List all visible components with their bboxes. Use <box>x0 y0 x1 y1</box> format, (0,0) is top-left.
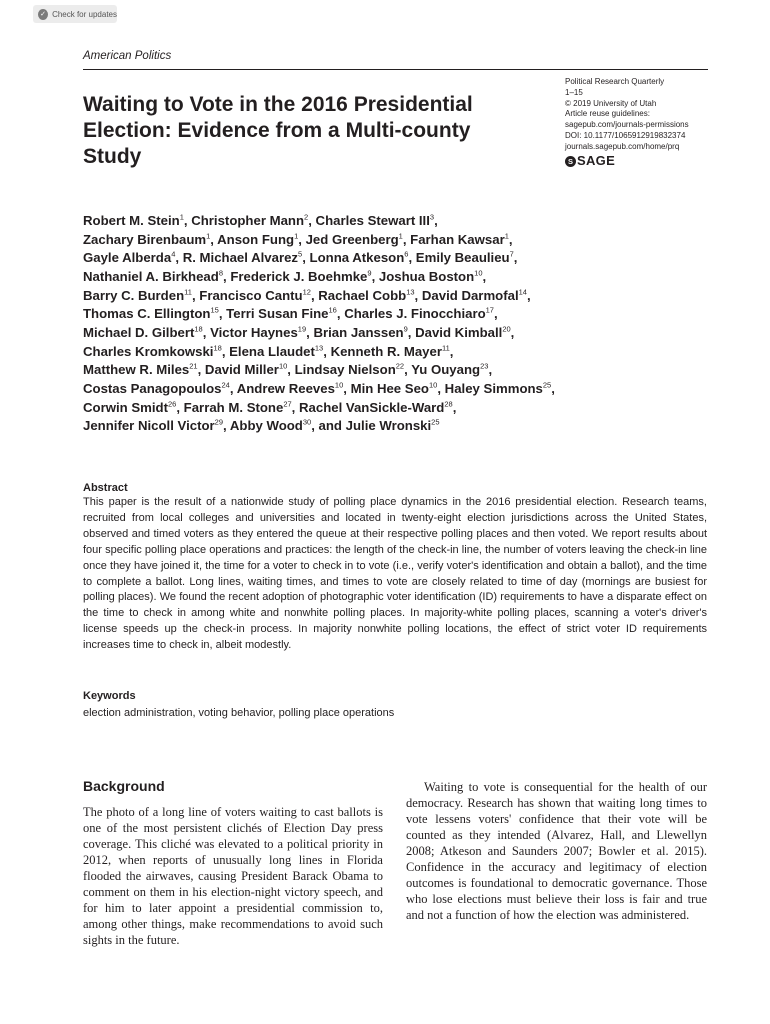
author-affiliation-number: 17 <box>485 305 494 315</box>
author-affiliation-number: 3 <box>429 212 435 222</box>
author-name: David Kimball$^{20}$ <box>415 324 511 340</box>
author-affiliation-number: 9 <box>403 324 408 334</box>
doi[interactable]: DOI: 10.1177/1065912919832374 <box>565 130 686 140</box>
author-affiliation-number: 15 <box>210 305 219 315</box>
background-paragraph-left: The photo of a long line of voters waiting to cast ballots is one of the most persistent clichés of Election Day press coverage. This cliché was elevated to a political priority in 2012, when reports of unusually long lines in Florida flooded the airwaves, causing President Barack Obama to comment on them in his election-night victory speech, and for him to later appoint a presidential commission to, among other things, make recommendations to avoid such sights in the future. <box>83 805 383 947</box>
author-name: Brian Janssen$^9$ <box>313 324 408 340</box>
author-name: Farhan Kawsar$^1$ <box>410 231 509 247</box>
keywords-heading: Keywords <box>83 690 136 702</box>
author-affiliation-number: 5 <box>298 249 303 259</box>
author-name: Abby Wood$^{30}$ <box>229 417 312 434</box>
copyright: © 2019 University of Utah <box>565 98 657 108</box>
check-for-updates-badge[interactable] <box>33 5 117 23</box>
author-affiliation-number: 16 <box>328 305 337 315</box>
author-affiliation-number: 25 <box>431 417 440 427</box>
author-name: Charles J. Finocchiaro$^{17}$ <box>344 305 494 322</box>
author-name: Terri Susan Fine$^{16}$ <box>226 305 337 322</box>
author-affiliation-number: 22 <box>395 361 405 371</box>
author-name: Victor Haynes$^{19}$ <box>210 324 307 340</box>
author-name: Matthew R. Miles$^{21}$ <box>83 361 198 378</box>
author-name: Charles Kromkowski$^{18}$ <box>83 343 222 359</box>
author-affiliation-number: 24 <box>221 380 230 390</box>
author-affiliation-number: 14 <box>518 287 527 297</box>
journal-metadata <box>565 77 745 167</box>
author-name: Farrah M. Stone$^{27}$ <box>183 399 292 415</box>
author-affiliation-number: 28 <box>444 399 453 409</box>
author-name: and Julie Wronski$^{25}$ <box>318 417 440 434</box>
author-name: Lindsay Nielson$^{22}$ <box>294 361 405 378</box>
author-name: Rachael Cobb$^{13}$ <box>318 287 415 303</box>
author-affiliation-number: 2 <box>304 212 309 222</box>
section-label: American Politics <box>83 50 172 62</box>
reuse-link[interactable]: sagepub.com/journals-permissions <box>565 120 689 130</box>
author-affiliation-number: 13 <box>314 343 324 353</box>
author-affiliation-number: 18 <box>213 343 222 353</box>
author-name: Michael D. Gilbert$^{18}$ <box>83 324 203 340</box>
journal-name: Political Research Quarterly <box>565 77 665 86</box>
author-affiliation-number: 10 <box>474 268 483 278</box>
author-name: Gayle Alberda$^4$ <box>83 249 176 266</box>
author-name: Haley Simmons$^{25}$ <box>444 380 552 396</box>
author-affiliation-number: 1 <box>294 231 299 241</box>
author-affiliation-number: 19 <box>297 324 307 334</box>
author-name: Andrew Reeves$^{10}$ <box>236 380 344 396</box>
author-affiliation-number: 12 <box>302 287 311 297</box>
author-name: Zachary Birenbaum$^1$ <box>83 231 211 247</box>
sage-logo-icon: S <box>565 156 576 167</box>
author-affiliation-number: 1 <box>206 231 211 241</box>
author-name: Charles Stewart III$^3$ <box>315 212 435 228</box>
author-affiliation-number: 18 <box>194 324 203 334</box>
reuse-label: Article reuse guidelines: <box>565 109 650 119</box>
author-name: Frederick J. Boehmke$^9$ <box>230 268 372 284</box>
author-name: Nathaniel A. Birkhead$^8$ <box>83 268 223 284</box>
author-affiliation-number: 11 <box>441 343 450 353</box>
check-updates-icon: ✓ <box>38 9 48 20</box>
article-title: Waiting to Vote in the 2016 Presidential Election: Evidence from a Multi-county Study <box>83 93 473 168</box>
author-name: David Miller$^{10}$ <box>204 361 288 378</box>
author-name: Thomas C. Ellington$^{15}$ <box>83 305 219 322</box>
author-affiliation-number: 9 <box>367 268 372 278</box>
abstract-heading: Abstract <box>83 482 128 494</box>
author-affiliation-number: 1 <box>398 231 403 241</box>
author-name: Yu Ouyang$^{23}$ <box>411 361 489 378</box>
author-name: Christopher Mann$^2$ <box>191 212 309 228</box>
author-list: Robert M. Stein$^1$, Christopher Mann$^2$, Charles Stewart III$^3$, Zachary Birenbaum$^1$, Anson Fung$^1$, Jed Greenberg$^1$, Farhan Kawsar$^1$, Gayle Alberda$^4$, R. Michael Alvarez$^5$, Lonna Atkeson$^6$, Emily Beaulieu$^7$, Nathaniel A. Birkhead$^8$, Frederick J. Boehmke$^9$, Joshua Boston$^{10}$, Barry C. Burden$^{11}$, Francisco Cantu$^{12}$, Rachael Cobb$^{13}$, David Darmofal$^{14}$, Thomas C. Ellington$^{15}$, Terri Susan Fine$^{16}$, Charles J. Finocchiaro$^{17}$, Michael D. Gilbert$^{18}$, Victor Haynes$^{19}$, Brian Janssen$^9$, David Kimball$^{20}$, Charles Kromkowski$^{18}$, Elena Llaudet$^{13}$, Kenneth R. Mayer$^{11}$, Matthew R. Miles$^{21}$, David Miller$^{10}$, Lindsay Nielson$^{22}$, Yu Ouyang$^{23}$, Costas Panagopoulos$^{24}$, Andrew Reeves$^{10}$, Min Hee Seo$^{10}$, Haley Simmons$^{25}$, Corwin Smidt$^{26}$, Farrah M. Stone$^{27}$, Rachel VanSickle-Ward$^{28}$, Jennifer Nicoll Victor$^{29}$, Abby Wood$^{30}$, and Julie Wronski$^{25}$ <box>83 212 555 434</box>
author-affiliation-number: 4 <box>171 249 176 259</box>
header-rule <box>83 69 708 70</box>
author-name: Elena Llaudet$^{13}$ <box>229 343 324 359</box>
check-for-updates-label: Check for updates <box>52 9 117 19</box>
author-affiliation-number: 7 <box>509 249 514 259</box>
abstract-text: This paper is the result of a nationwide study of polling place dynamics in the 2016 presidential election. Research teams, recruited from local colleges and universities and located in twenty-eight election jurisdictions across the United States, observed and timed voters as they entered the queue at their respective polling places and then voted. We report results about four specific polling place operations and practices: the length of the check-in line, the number of voters leaving the check-in line once they have joined it, the time for a voter to check in to vote (i.e., verify voter's identification and obtain a ballot), and the time to complete a ballot. Long lines, waiting times, and times to vote are closely related to time of day (mornings are busiest for polling places). We found the recent adoption of photographic voter identification (ID) requirements to have a disparate effect on the time to check in among white and nonwhite polling places. In majority-white polling places, scanning a voter's driver's license speeds up the check-in process. In majority nonwhite polling locations, the effect of strict voter ID requirements increases time to check in, albeit modestly. <box>83 496 707 652</box>
author-name: Corwin Smidt$^{26}$ <box>83 399 177 415</box>
author-name: Jennifer Nicoll Victor$^{29}$ <box>83 417 224 434</box>
author-affiliation-number: 13 <box>406 287 415 297</box>
keywords-text: election administration, voting behavior, polling place operations <box>83 707 395 719</box>
author-name: Rachel VanSickle-Ward$^{28}$ <box>299 399 453 415</box>
author-name: David Darmofal$^{14}$ <box>421 287 527 303</box>
author-affiliation-number: 10 <box>429 380 438 390</box>
author-name: Costas Panagopoulos$^{24}$ <box>83 380 230 396</box>
author-affiliation-number: 25 <box>542 380 552 390</box>
author-affiliation-number: 26 <box>168 399 177 409</box>
publisher-name: SAGE <box>577 152 616 168</box>
author-name: Anson Fung$^1$ <box>217 231 299 247</box>
author-affiliation-number: 8 <box>218 268 223 278</box>
author-affiliation-number: 30 <box>302 417 312 427</box>
author-affiliation-number: 27 <box>283 399 292 409</box>
page-range: 1–15 <box>565 87 583 97</box>
author-name: Lonna Atkeson$^6$ <box>309 249 409 266</box>
author-affiliation-number: 21 <box>189 361 198 371</box>
author-name: Francisco Cantu$^{12}$ <box>199 287 311 303</box>
author-name: Emily Beaulieu$^7$ <box>415 249 514 266</box>
author-name: Min Hee Seo$^{10}$ <box>350 380 438 396</box>
author-name: R. Michael Alvarez$^5$ <box>182 249 303 266</box>
author-affiliation-number: 20 <box>502 324 511 334</box>
author-name: Joshua Boston$^{10}$ <box>378 268 483 284</box>
journal-link[interactable]: journals.sagepub.com/home/prq <box>565 141 680 151</box>
author-name: Robert M. Stein$^1$ <box>83 212 184 228</box>
author-affiliation-number: 6 <box>404 249 409 259</box>
author-affiliation-number: 23 <box>480 361 489 371</box>
author-affiliation-number: 1 <box>179 212 184 222</box>
author-name: Jed Greenberg$^1$ <box>305 231 403 247</box>
author-affiliation-number: 10 <box>334 380 344 390</box>
author-affiliation-number: 11 <box>184 287 192 297</box>
author-affiliation-number: 29 <box>214 417 224 427</box>
author-affiliation-number: 1 <box>504 231 509 241</box>
background-heading: Background <box>83 778 165 794</box>
author-name: Kenneth R. Mayer$^{11}$ <box>330 343 450 359</box>
publisher-logo <box>565 152 745 168</box>
author-affiliation-number: 10 <box>278 361 288 371</box>
background-paragraph-right: Waiting to vote is consequential for the health of our democracy. Research has shown that waiting long times to vote lessens voters' confidence that their vote will be counted as they intended (Alvarez, Hall, and Llewellyn 2008; Atkeson and Saunders 2007; Bowler et al. 2015). Confidence in the accuracy and legitimacy of election outcomes is foundational to democratic governance. Those who lose elections must believe their loss is fair and true and not a function of how the election was administered. <box>406 780 707 922</box>
author-name: Barry C. Burden$^{11}$ <box>83 287 192 303</box>
